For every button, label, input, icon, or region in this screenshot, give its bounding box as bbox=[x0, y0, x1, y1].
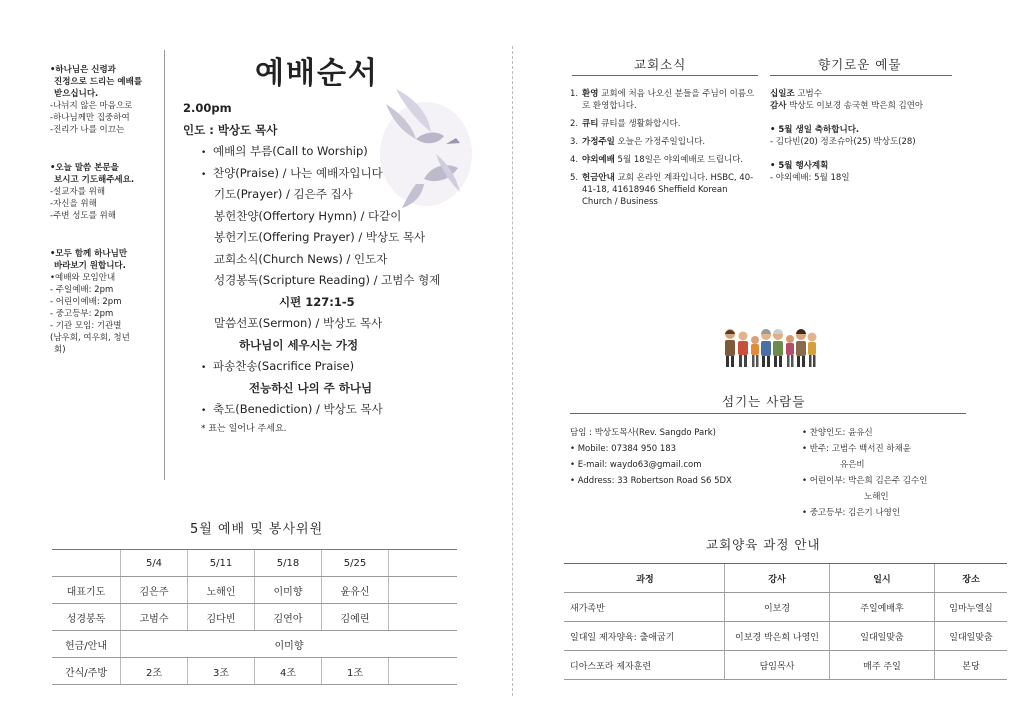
contact-line: • Mobile: 07384 950 183 bbox=[570, 444, 677, 454]
offerings-title: 향기로운 예물 bbox=[818, 57, 902, 72]
sidebar-group bbox=[50, 162, 160, 222]
worship-item-text: 말씀선포(Sermon) / 박상도 목사 bbox=[214, 316, 383, 330]
sidebar-line: -하나님께만 집중하여 bbox=[50, 113, 130, 123]
contact-line: • E-mail: waydo63@gmail.com bbox=[570, 460, 702, 470]
birthday-title: • 5월 생일 축하합니다. bbox=[770, 125, 860, 135]
table-cell: 주일예배후 bbox=[830, 593, 935, 622]
sidebar-line: - 중고등부: 2pm bbox=[50, 309, 114, 319]
news-body bbox=[582, 172, 758, 208]
gratitude-names: 박상도 이보경 송국현 박은희 김연아 bbox=[789, 101, 924, 111]
leader-line: 노해인 bbox=[864, 492, 889, 502]
news-item bbox=[570, 118, 760, 130]
news-heading: 환영 bbox=[582, 89, 599, 99]
sidebar-line: •예배와 모임안내 bbox=[50, 273, 116, 283]
person-figure-3 bbox=[751, 336, 759, 367]
news-title: 교회소식 bbox=[634, 57, 687, 72]
person-figure-4 bbox=[761, 329, 771, 367]
ministry-leaders bbox=[802, 425, 927, 521]
table-header-cell: 5/25 bbox=[322, 550, 389, 577]
sidebar-line: 바라보기 원합니다. bbox=[54, 261, 126, 271]
table-cell: 노해인 bbox=[188, 577, 255, 604]
table-cell: 담임목사 bbox=[725, 651, 830, 680]
table-cell: 일대일맞춤 bbox=[830, 622, 935, 651]
table-header-cell: 과정 bbox=[564, 564, 725, 593]
table-row bbox=[52, 604, 457, 631]
news-heading: 가정주일 bbox=[582, 137, 615, 147]
servers-rule bbox=[570, 413, 966, 414]
table-cell: 매주 주일 bbox=[830, 651, 935, 680]
table-row bbox=[564, 651, 1007, 680]
news-body bbox=[582, 136, 758, 148]
table-row bbox=[52, 577, 457, 604]
worship-item-text: 예배의 부름(Call to Worship) bbox=[213, 144, 368, 158]
events-title: • 5월 행사계획 bbox=[770, 161, 829, 171]
worship-item-text: 성경봉독(Scripture Reading) / 고범수 형제 bbox=[214, 273, 441, 287]
news-item bbox=[570, 154, 760, 166]
news-rule bbox=[572, 75, 758, 76]
news-heading: 큐티 bbox=[582, 119, 599, 129]
table-row bbox=[564, 593, 1007, 622]
table-cell: 윤유신 bbox=[322, 577, 389, 604]
table-cell: 성경봉독 bbox=[52, 604, 121, 631]
news-text: 교회에 처음 나오신 분들을 주님이 이름으로 환영합니다. bbox=[582, 89, 755, 111]
sidebar-line: - 기관 모임: 기관별 bbox=[50, 321, 122, 331]
table-cell: 이보경 bbox=[725, 593, 830, 622]
news-item bbox=[570, 172, 760, 208]
person-figure-5 bbox=[773, 329, 783, 367]
worship-item-text: 교회소식(Church News) / 인도자 bbox=[214, 251, 388, 266]
table-cell: 이미향 bbox=[121, 631, 458, 658]
worship-item bbox=[183, 227, 493, 249]
servers-title: 섬기는 사람들 bbox=[722, 394, 806, 409]
sidebar-line: -설교자를 위해 bbox=[50, 187, 106, 197]
table-cell: 일대일맞춤 bbox=[935, 622, 1008, 651]
worship-item-text: 봉헌기도(Offering Prayer) / 박상도 목사 bbox=[214, 230, 426, 244]
table-cell bbox=[389, 577, 458, 604]
worship-subtitle: 하나님이 세우시는 가정 bbox=[239, 337, 359, 352]
sidebar-line: -주변 성도를 위해 bbox=[50, 211, 116, 221]
table-header-cell: 강사 bbox=[725, 564, 830, 593]
sidebar-line: - 주일예배: 2pm bbox=[50, 285, 114, 295]
sidebar-line: -나뉘지 않은 마음으로 bbox=[50, 101, 133, 111]
news-heading: 헌금안내 bbox=[582, 173, 615, 183]
table-cell: 4조 bbox=[255, 658, 322, 685]
table-cell: 이미향 bbox=[255, 577, 322, 604]
table-header-row bbox=[52, 550, 457, 577]
table-header-cell bbox=[52, 550, 121, 577]
worship-item-text: 기도(Prayer) / 김은주 집사 bbox=[214, 187, 353, 201]
worship-item bbox=[183, 313, 493, 335]
table-header-cell: 5/18 bbox=[255, 550, 322, 577]
sidebar-line: 진정으로 드리는 예배를 bbox=[54, 77, 143, 87]
table-cell: 김다빈 bbox=[188, 604, 255, 631]
worship-item-text: 찬양(Praise) / 나는 예배자입니다 bbox=[213, 165, 383, 180]
center-fold-line bbox=[512, 46, 513, 696]
person-figure-1 bbox=[725, 329, 735, 367]
table-row bbox=[52, 658, 457, 685]
worship-item bbox=[183, 249, 493, 271]
news-heading: 야외예배 bbox=[582, 155, 615, 165]
table-cell: 이보경 박은희 나영인 bbox=[725, 622, 830, 651]
news-text: 교회 온라인 계좌입니다. HSBC, 40-41-18, 41618946 Sheffield Korean Church / Business bbox=[582, 173, 754, 207]
bullet-icon: • bbox=[201, 406, 207, 416]
stand-note: * 표는 일어나 주세요. bbox=[201, 423, 287, 434]
leader-line: • 반주: 고범수 백서진 하채윤 bbox=[802, 444, 912, 454]
table-header-cell bbox=[389, 550, 458, 577]
leader-line: • 어린이부: 박은희 김은주 김수인 bbox=[802, 476, 928, 486]
table-cell: 2조 bbox=[121, 658, 188, 685]
worship-item bbox=[183, 399, 493, 421]
may-duty-table bbox=[52, 549, 457, 685]
news-body bbox=[582, 88, 758, 112]
worship-title: 예배순서 bbox=[255, 56, 379, 91]
tithe-names: 고범수 bbox=[797, 89, 822, 99]
sidebar-line: - 어린이예배: 2pm bbox=[50, 297, 122, 307]
worship-item-text: 파송찬송(Sacrifice Praise) bbox=[213, 359, 355, 373]
sidebar-notes bbox=[50, 64, 160, 382]
table-cell: 본당 bbox=[935, 651, 1008, 680]
news-text: 5월 18일은 야외예배로 드립니다. bbox=[614, 155, 744, 165]
table-cell: 1조 bbox=[322, 658, 389, 685]
worship-item-text: 봉헌찬양(Offertory Hymn) / 다같이 bbox=[214, 208, 402, 223]
table-cell: 김예린 bbox=[322, 604, 389, 631]
news-list bbox=[570, 88, 760, 214]
bullet-icon: • bbox=[201, 169, 207, 180]
contact-line: • Address: 33 Robertson Road S6 5DX bbox=[570, 476, 732, 486]
sidebar-line: (남우회, 여우회, 청년 bbox=[50, 333, 130, 343]
news-number: 1. bbox=[570, 89, 579, 99]
sidebar-line: 받으십니다. bbox=[54, 89, 99, 99]
table-cell bbox=[389, 658, 458, 685]
tithe-label: 십일조 bbox=[770, 89, 795, 99]
table-cell bbox=[389, 604, 458, 631]
table-header-cell: 일시 bbox=[830, 564, 935, 593]
bullet-icon: • bbox=[201, 148, 207, 158]
table-cell: 새가족반 bbox=[564, 593, 725, 622]
dove-illustration bbox=[376, 84, 476, 214]
table-cell: 디아스포라 제자훈련 bbox=[564, 651, 725, 680]
sidebar-line: •모두 함께 하나님만 bbox=[50, 249, 128, 259]
events-list: - 야외예배: 5월 18일 bbox=[770, 173, 850, 183]
table-cell: 일대일 제자양육: 출애굽기 bbox=[564, 622, 725, 651]
news-body bbox=[582, 118, 758, 130]
worship-item bbox=[183, 378, 493, 400]
education-table bbox=[564, 563, 1007, 680]
table-cell: 3조 bbox=[188, 658, 255, 685]
table-row bbox=[564, 622, 1007, 651]
worship-time: 2.00pm bbox=[183, 101, 232, 115]
table-cell: 고범수 bbox=[121, 604, 188, 631]
news-body bbox=[582, 154, 758, 166]
sidebar-line: •오늘 말씀 본문을 bbox=[50, 163, 119, 173]
news-number: 2. bbox=[570, 119, 579, 129]
sidebar-line: 보시고 기도해주세요. bbox=[54, 175, 135, 185]
table-cell: 헌금/안내 bbox=[52, 631, 121, 658]
table-header-cell: 장소 bbox=[935, 564, 1008, 593]
news-text: 오늘은 가정주일입니다. bbox=[614, 137, 706, 147]
worship-item bbox=[183, 356, 493, 378]
sidebar-line: 회) bbox=[54, 345, 66, 355]
table-cell: 임마누엘실 bbox=[935, 593, 1008, 622]
sidebar-group bbox=[50, 64, 160, 136]
may-duty-title: 5월 예배 및 봉사위원 bbox=[190, 522, 324, 537]
news-item bbox=[570, 136, 760, 148]
family-illustration bbox=[722, 326, 818, 368]
offerings-rule bbox=[770, 75, 952, 76]
news-number: 4. bbox=[570, 155, 579, 165]
news-item bbox=[570, 88, 760, 112]
person-figure-8 bbox=[808, 333, 817, 368]
table-header-row bbox=[564, 564, 1007, 593]
sidebar-line: -진리가 나를 이끄는 bbox=[50, 125, 125, 135]
worship-leader: 인도 : 박상도 목사 bbox=[183, 122, 278, 137]
worship-item bbox=[183, 292, 493, 314]
education-title: 교회양육 과정 안내 bbox=[706, 537, 821, 552]
person-figure-2 bbox=[738, 332, 748, 368]
person-figure-6 bbox=[786, 335, 794, 367]
worship-subtitle: 전능하신 나의 주 하나님 bbox=[249, 380, 373, 395]
table-row bbox=[52, 631, 457, 658]
table-header-cell: 5/11 bbox=[188, 550, 255, 577]
news-number: 3. bbox=[570, 137, 579, 147]
gratitude-label: 감사 bbox=[770, 101, 787, 111]
birthday-list: - 김다빈(20) 정조슈아(25) 박상도(28) bbox=[770, 137, 916, 147]
bullet-icon: • bbox=[201, 363, 207, 373]
table-header-cell: 5/4 bbox=[121, 550, 188, 577]
table-cell: 김연아 bbox=[255, 604, 322, 631]
person-figure-7 bbox=[796, 329, 806, 367]
news-number: 5. bbox=[570, 173, 579, 183]
leader-line: 유은비 bbox=[840, 460, 865, 470]
offerings-block bbox=[770, 88, 970, 196]
worship-item bbox=[183, 270, 493, 292]
leader-line: • 찬양인도: 윤유신 bbox=[802, 428, 873, 438]
left-divider bbox=[164, 50, 165, 480]
sidebar-line: -자신을 위해 bbox=[50, 199, 97, 209]
worship-item bbox=[183, 335, 493, 357]
table-cell: 간식/주방 bbox=[52, 658, 121, 685]
worship-item-text: 축도(Benediction) / 박상도 목사 bbox=[213, 402, 383, 416]
scripture-ref: 시편 127:1-5 bbox=[279, 294, 355, 309]
sidebar-line: •하나님은 신령과 bbox=[50, 65, 116, 75]
table-cell: 대표기도 bbox=[52, 577, 121, 604]
sidebar-group bbox=[50, 248, 160, 356]
table-cell: 김은주 bbox=[121, 577, 188, 604]
news-text: 큐티를 생활화합시다. bbox=[598, 119, 681, 129]
contact-line: 담임 : 박상도목사(Rev. Sangdo Park) bbox=[570, 428, 716, 438]
pastor-contact bbox=[570, 425, 732, 489]
leader-line: • 중고등부: 김은기 나영인 bbox=[802, 508, 901, 518]
